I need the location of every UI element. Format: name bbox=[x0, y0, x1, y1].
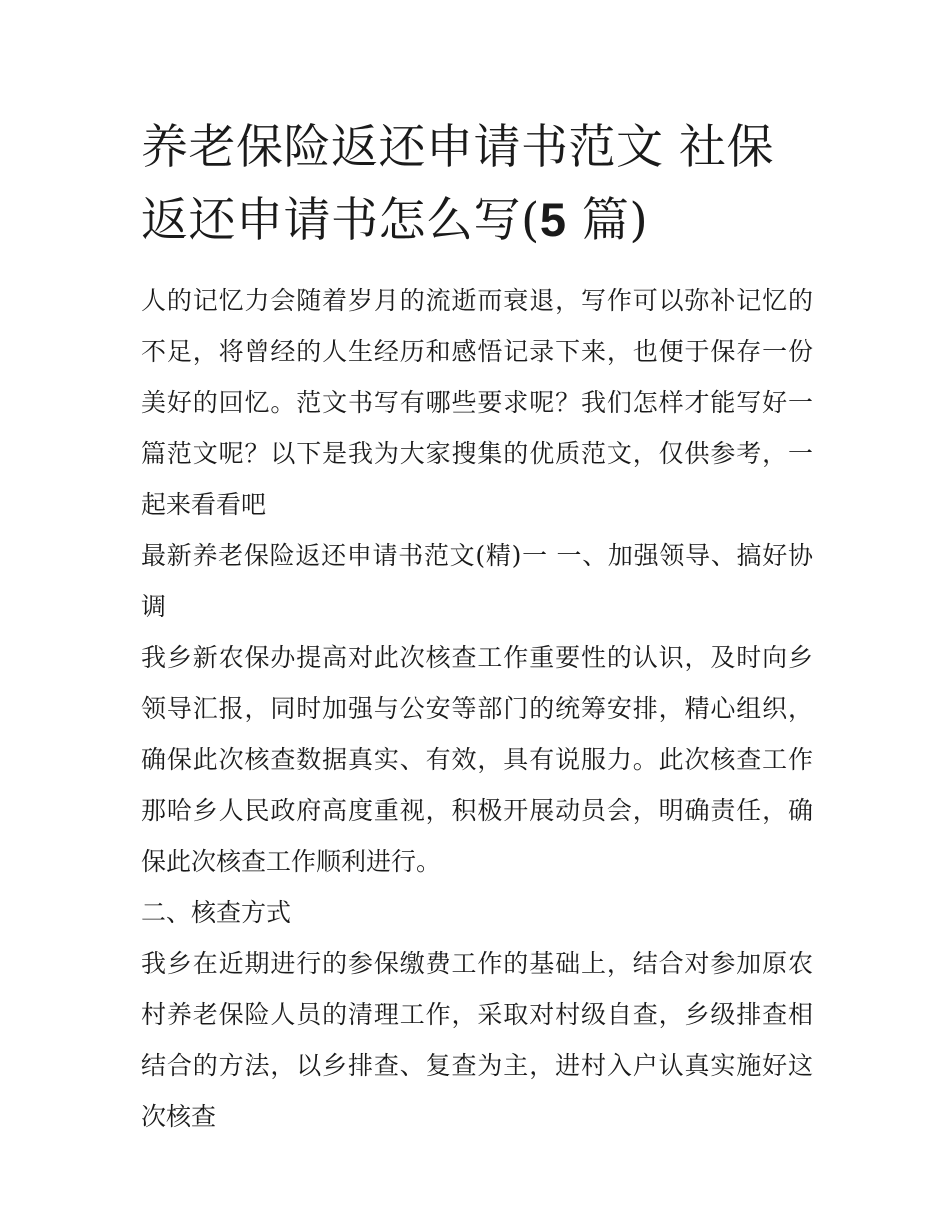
title-text: 养老保险返还申请书范文 社保返还申请书怎么写( bbox=[141, 120, 774, 248]
intro-paragraph: 人的记忆力会随着岁月的流逝而衰退，写作可以弥补记忆的不足，将曾经的人生经历和感悟记录下来，也便于保存一份美好的回忆。范文书写有哪些要求呢？我们怎样才能写好一篇范文呢？以下是我为大家搜集的优质范文，仅供参考，一起来看看吧 bbox=[141, 286, 813, 519]
section-heading-2: 二、核查方式 bbox=[141, 898, 292, 927]
document-body bbox=[141, 112, 813, 1142]
document-title bbox=[141, 112, 813, 257]
title-count: 5 bbox=[539, 193, 567, 246]
section-heading-1: 最新养老保险返还申请书范文(精)一 一、加强领导、搞好协调 bbox=[141, 541, 813, 621]
body-paragraph-1: 我乡新农保办提高对此次核查工作重要性的认识，及时向乡领导汇报，同时加强与公安等部门的统筹安排，精心组织，确保此次核查数据真实、有效，具有说服力。此次核查工作那哈乡人民政府高度重视，积极开展动员会，明确责任，确保此次核查工作顺利进行。 bbox=[141, 643, 813, 876]
title-suffix: 篇) bbox=[566, 193, 649, 248]
body-paragraph-2: 我乡在近期进行的参保缴费工作的基础上，结合对参加原农村养老保险人员的清理工作，采取对村级自查，乡级排查相结合的方法，以乡排查、复查为主，进村入户认真实施好这次核查 bbox=[141, 949, 813, 1131]
